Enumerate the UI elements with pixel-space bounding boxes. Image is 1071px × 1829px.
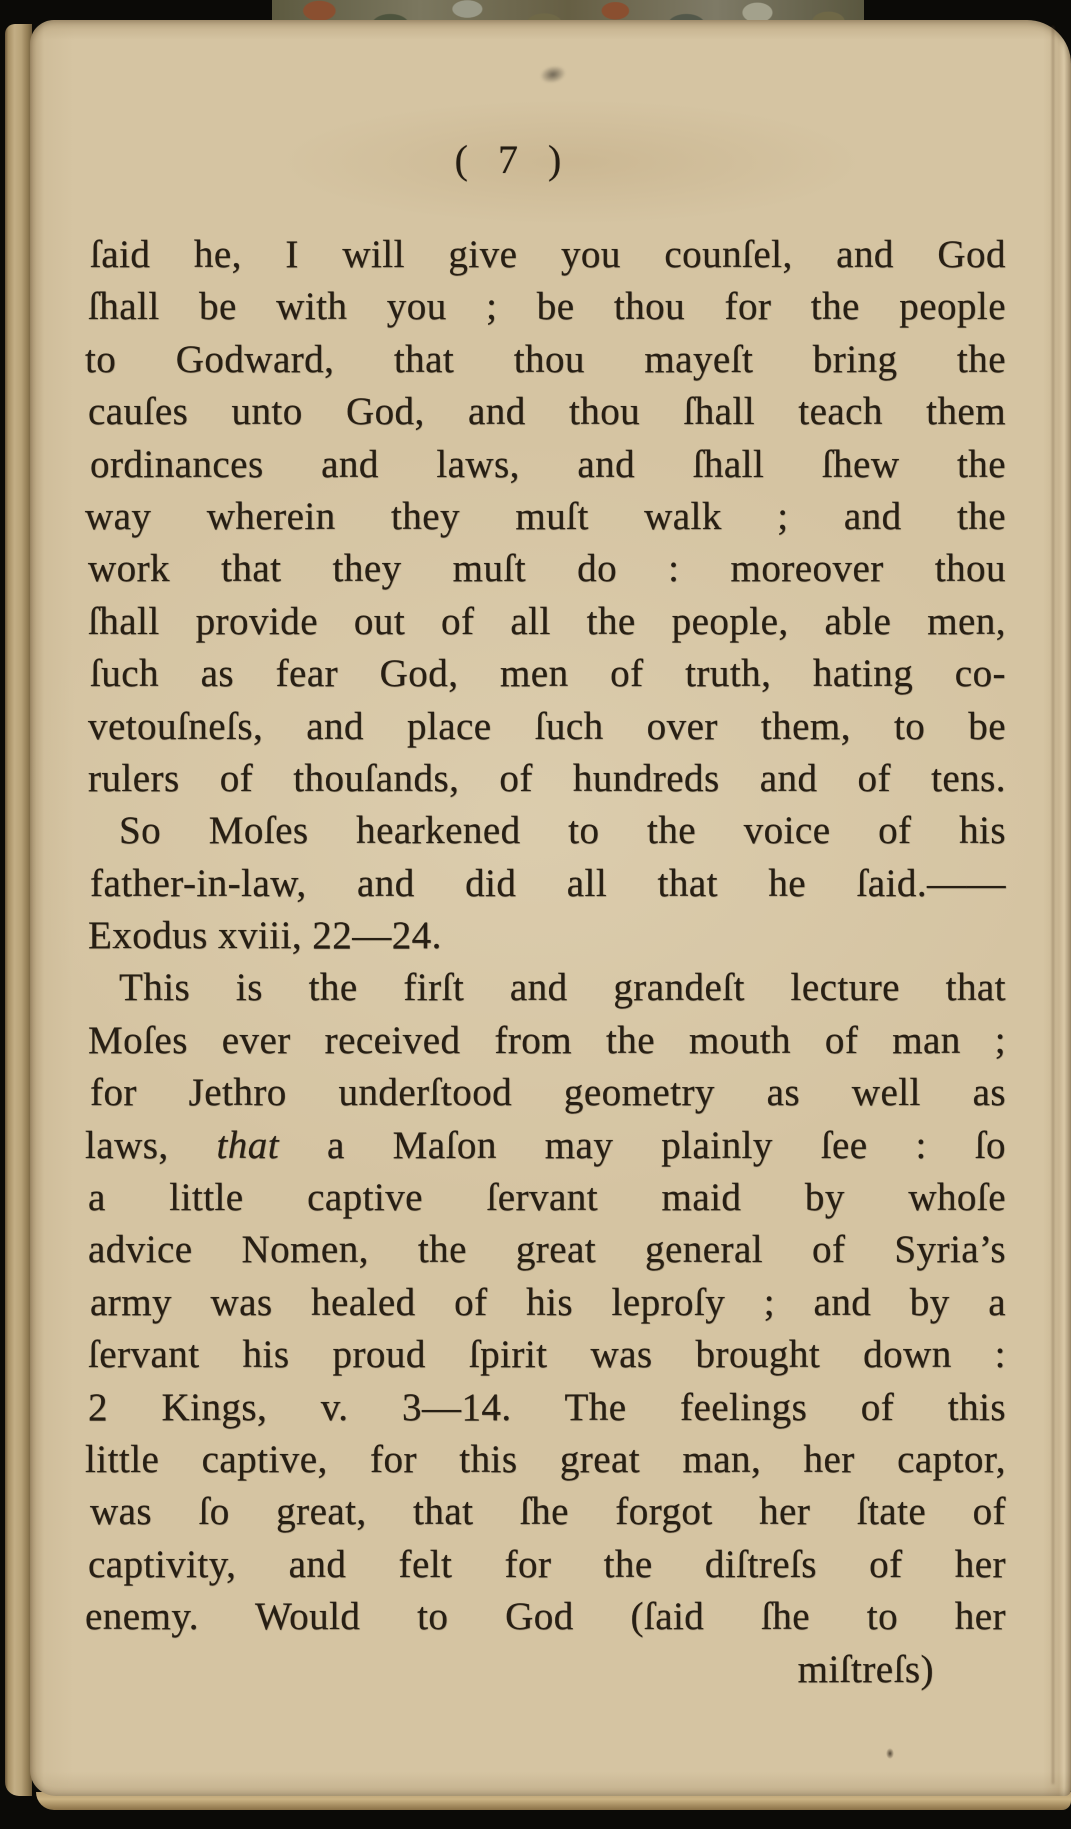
catchword: miſtreſs) xyxy=(797,1647,934,1691)
page-text-block xyxy=(85,229,1006,1696)
text-line: was ſo great, that ſhe forgot her ſtate of xyxy=(90,1490,1006,1534)
text-line: captivity, and felt for the diſtreſs of her xyxy=(88,1542,1006,1586)
text-line: ſhall be with you ; be thou for the people xyxy=(88,285,1006,329)
text-line: advice Nomen, the great general of Syria’s xyxy=(88,1228,1006,1272)
text-line: rulers of thouſands, of hundreds and of tens. xyxy=(88,756,1006,800)
text-line: Moſes ever received from the mouth of man ; xyxy=(88,1018,1006,1062)
text-line: 2 Kings, v. 3—14. The feelings of this xyxy=(88,1385,1006,1429)
text-line: ſhall provide out of all the people, able men, xyxy=(88,599,1006,643)
text-line: enemy. Would to God (ſaid ſhe to her xyxy=(85,1595,1006,1639)
text-segment: laws, xyxy=(85,1123,217,1167)
page-number: ( 7 ) xyxy=(454,137,572,182)
text-line: This is the firſt and grandeſt lecture that xyxy=(119,966,1006,1010)
text-line: vetouſneſs, and place ſuch over them, to be xyxy=(88,704,1006,748)
text-line: father-in-law, and did all that he ſaid.—— xyxy=(90,861,1006,905)
text-line: work that they muſt do : moreover thou xyxy=(88,547,1006,591)
text-line: army was healed of his leproſy ; and by a xyxy=(90,1280,1006,1324)
binding-page-edges xyxy=(5,24,32,1796)
text-line: a little captive ſervant maid by whoſe xyxy=(88,1176,1006,1220)
text-line: way wherein they muſt walk ; and the xyxy=(85,494,1006,538)
text-line: for Jethro underſtood geometry as well as xyxy=(90,1071,1006,1115)
italic-word: that xyxy=(216,1123,280,1167)
text-line: ſervant his proud ſpirit was brought down : xyxy=(88,1333,1006,1377)
scripture-citation: Exodus xviii, 22—24. xyxy=(88,914,442,958)
text-line: to Godward, that thou mayeſt bring the xyxy=(85,337,1006,381)
text-line: ſaid he, I will give you counſel, and God xyxy=(90,233,1006,276)
text-line xyxy=(85,1120,1006,1172)
text-line: ordinances and laws, and ſhall ſhew the xyxy=(90,442,1006,486)
text-line: little captive, for this great man, her captor, xyxy=(85,1437,1006,1481)
text-line: ſuch as fear God, men of truth, hating co- xyxy=(90,652,1006,696)
text-line: cauſes unto God, and thou ſhall teach them xyxy=(88,390,1006,434)
text-segment: a Maſon may plainly ſee : ſo xyxy=(279,1123,1006,1167)
foxing-speck xyxy=(886,1748,894,1759)
page-crease xyxy=(1052,26,1054,1784)
text-line: So Moſes hearkened to the voice of his xyxy=(119,809,1006,853)
